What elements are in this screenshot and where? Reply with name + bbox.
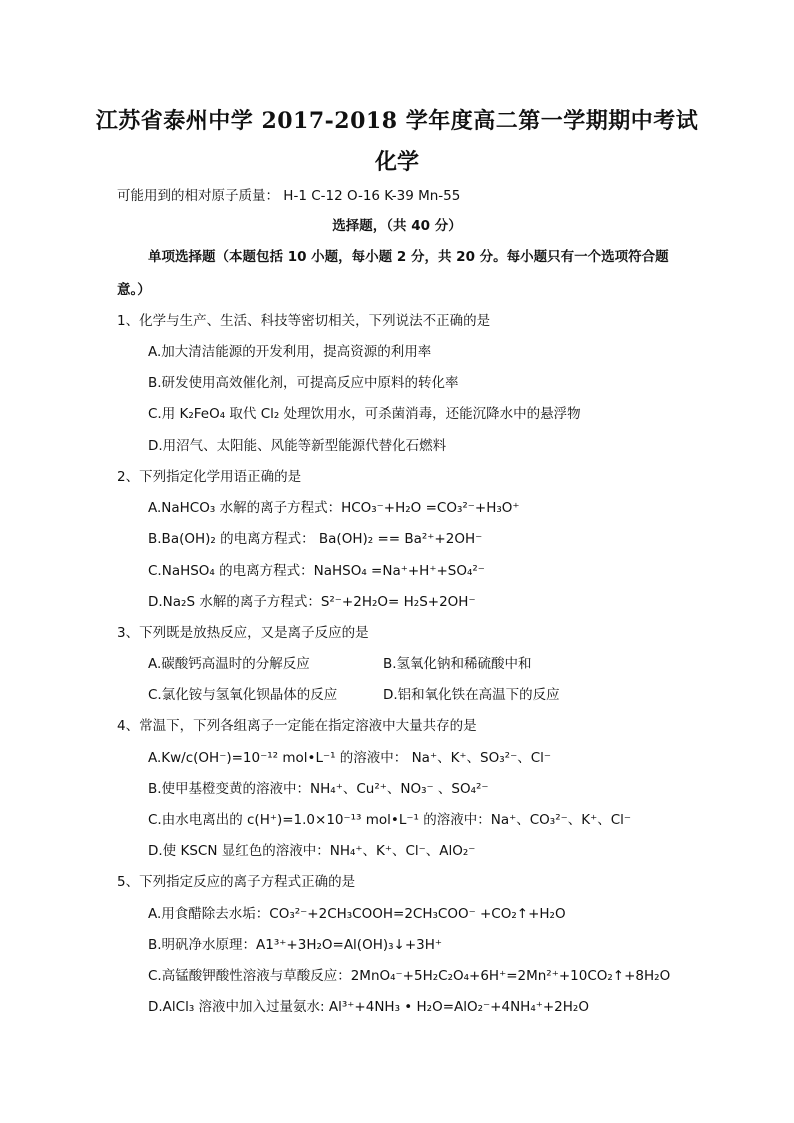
instruction-line-1: 单项选择题（本题包括 10 小题，每小题 2 分，共 20 分。每小题只有一个选项符合题: [148, 249, 669, 265]
question-2-option-a: A.NaHCO₃ 水解的离子方程式：HCO₃⁻+H₂O =CO₃²⁻+H₃O⁺: [148, 500, 520, 516]
question-2-stem: 2、下列指定化学用语正确的是: [117, 469, 302, 485]
question-1-option-c: C.用 K₂FeO₄ 取代 Cl₂ 处理饮用水，可杀菌消毒，还能沉降水中的悬浮物: [148, 406, 581, 422]
question-1-option-b: B.研发使用高效催化剂，可提高反应中原料的转化率: [148, 375, 459, 391]
atomic-mass-line: 可能用到的相对原子质量： H-1 C-12 O-16 K-39 Mn-55: [117, 188, 461, 204]
question-1-stem: 1、化学与生产、生活、科技等密切相关，下列说法不正确的是: [117, 313, 491, 329]
subject-title: 化学: [374, 149, 419, 175]
exam-title: 江苏省泰州中学 2017-2018 学年度高二第一学期期中考试: [95, 108, 699, 134]
question-4-option-a: A.Kw/c(OH⁻)=10⁻¹² mol•L⁻¹ 的溶液中： Na⁺、K⁺、SO₃²⁻、Cl⁻: [148, 750, 552, 766]
question-3-option-c: C.氯化铵与氢氧化钡晶体的反应: [148, 687, 338, 703]
question-4-option-b: B.使甲基橙变黄的溶液中：NH₄⁺、Cu²⁺、NO₃⁻ 、SO₄²⁻: [148, 781, 489, 797]
question-3-option-d: D.铝和氧化铁在高温下的反应: [383, 687, 560, 703]
question-1-option-d: D.用沼气、太阳能、风能等新型能源代替化石燃料: [148, 438, 447, 454]
question-3-option-b: B.氢氧化钠和稀硫酸中和: [383, 656, 532, 672]
question-5-stem: 5、下列指定反应的离子方程式正确的是: [117, 874, 356, 890]
question-5-option-b: B.明矾净水原理：A1³⁺+3H₂O=Al(OH)₃↓+3H⁺: [148, 937, 443, 953]
question-2-option-c: C.NaHSO₄ 的电离方程式：NaHSO₄ =Na⁺+H⁺+SO₄²⁻: [148, 563, 485, 579]
instruction-line-2: 意。）: [117, 282, 151, 298]
question-4-stem: 4、常温下，下列各组离子一定能在指定溶液中大量共存的是: [117, 718, 477, 734]
question-5-option-c: C.高锰酸钾酸性溶液与草酸反应：2MnO₄⁻+5H₂C₂O₄+6H⁺=2Mn²⁺+10CO₂↑+8H₂O: [148, 968, 671, 984]
question-5-option-d: D.AlCl₃ 溶液中加入过量氨水: Al³⁺+4NH₃ • H₂O=AlO₂⁻+4NH₄⁺+2H₂O: [148, 999, 589, 1015]
question-3-stem: 3、下列既是放热反应，又是离子反应的是: [117, 625, 369, 641]
question-4-option-d: D.使 KSCN 显红色的溶液中：NH₄⁺、K⁺、Cl⁻、AlO₂⁻: [148, 843, 476, 859]
question-2-option-b: B.Ba(OH)₂ 的电离方程式： Ba(OH)₂ == Ba²⁺+2OH⁻: [148, 531, 483, 547]
question-4-option-c: C.由水电离出的 c(H⁺)=1.0×10⁻¹³ mol•L⁻¹ 的溶液中：Na⁺、CO₃²⁻、K⁺、Cl⁻: [148, 812, 632, 828]
question-1-option-a: A.加大清洁能源的开发利用，提高资源的利用率: [148, 344, 432, 360]
question-2-option-d: D.Na₂S 水解的离子方程式：S²⁻+2H₂O= H₂S+2OH⁻: [148, 594, 476, 610]
section-heading: 选择题，（共 40 分）: [332, 218, 462, 234]
question-3-option-a: A.碳酸钙高温时的分解反应: [148, 656, 310, 672]
question-5-option-a: A.用食醋除去水垢：CO₃²⁻+2CH₃COOH=2CH₃COO⁻ +CO₂↑+H₂O: [148, 906, 566, 922]
